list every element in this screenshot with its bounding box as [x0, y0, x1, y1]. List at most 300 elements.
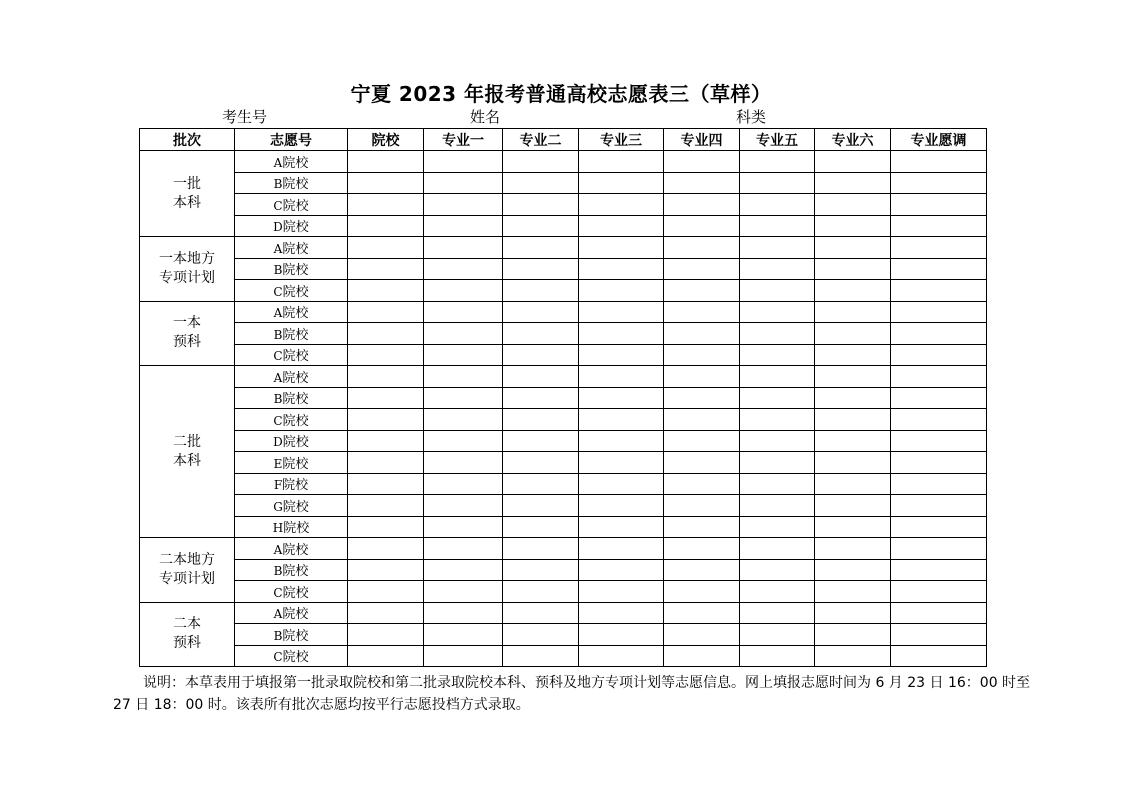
entry-cell[interactable]: [424, 215, 503, 237]
instructions-note: 说明：本草表用于填报第一批录取院校和第二批录取院校本科、预科及地方专项计划等志愿信息。网上填报志愿时间为 6 月 23 日 16：00 时至 27 日 18：00 时。该表所有批次志愿均按平行志愿投档方式录取。: [113, 675, 1031, 713]
entry-cell[interactable]: [579, 602, 664, 624]
choice-suffix: 院校: [282, 370, 309, 386]
choice-letter: H: [272, 521, 284, 536]
column-header: 专业二: [503, 129, 579, 151]
choice-letter: A: [273, 607, 283, 622]
entry-cell[interactable]: [503, 452, 579, 474]
entry-cell[interactable]: [891, 280, 987, 302]
entry-cell[interactable]: [424, 366, 503, 388]
batch-label: 二本: [173, 616, 201, 633]
entry-cell[interactable]: [664, 473, 740, 495]
choice-suffix: 院校: [283, 521, 310, 537]
entry-cell[interactable]: [891, 409, 987, 431]
entry-cell[interactable]: [503, 387, 579, 409]
choice-label: [235, 409, 348, 431]
entry-cell[interactable]: [348, 538, 424, 560]
choice-suffix: 院校: [282, 306, 309, 322]
entry-cell[interactable]: [664, 258, 740, 280]
choice-letter: D: [273, 220, 283, 235]
choice-letter: C: [273, 284, 283, 299]
entry-cell[interactable]: [891, 366, 987, 388]
entry-cell[interactable]: [815, 538, 891, 560]
choice-suffix: 院校: [282, 155, 309, 171]
batch-label: 预科: [173, 334, 201, 351]
choice-suffix: 院校: [282, 413, 309, 429]
entry-cell[interactable]: [424, 430, 503, 452]
entry-cell[interactable]: [891, 301, 987, 323]
entry-cell[interactable]: [891, 452, 987, 474]
entry-cell[interactable]: [424, 581, 503, 603]
choice-label: [235, 516, 348, 538]
choice-suffix: 院校: [282, 499, 309, 515]
choice-letter: A: [273, 370, 283, 385]
table-row: [140, 409, 987, 431]
entry-cell[interactable]: [348, 602, 424, 624]
entry-cell[interactable]: [348, 387, 424, 409]
choice-label: [235, 280, 348, 302]
entry-cell[interactable]: [503, 172, 579, 194]
choice-suffix: 院校: [282, 542, 309, 558]
entry-cell[interactable]: [348, 452, 424, 474]
entry-cell[interactable]: [348, 430, 424, 452]
entry-cell[interactable]: [740, 473, 815, 495]
entry-cell[interactable]: [579, 559, 664, 581]
entry-cell[interactable]: [579, 366, 664, 388]
name-label: 姓名: [470, 108, 501, 126]
entry-cell[interactable]: [740, 258, 815, 280]
choice-letter: B: [273, 628, 283, 643]
choice-letter: B: [273, 263, 283, 278]
table-row: [140, 473, 987, 495]
entry-cell[interactable]: [664, 194, 740, 216]
entry-cell[interactable]: [815, 301, 891, 323]
choice-label: [235, 538, 348, 560]
table-row: [140, 645, 987, 667]
entry-cell[interactable]: [740, 323, 815, 345]
entry-cell[interactable]: [664, 409, 740, 431]
entry-cell[interactable]: [664, 624, 740, 646]
choice-suffix: 院校: [282, 349, 309, 365]
choice-letter: C: [273, 349, 283, 364]
choice-label: [235, 602, 348, 624]
choice-label: [235, 624, 348, 646]
entry-cell[interactable]: [348, 280, 424, 302]
entry-cell[interactable]: [579, 516, 664, 538]
entry-cell[interactable]: [503, 516, 579, 538]
choice-suffix: 院校: [282, 435, 309, 451]
entry-cell[interactable]: [740, 387, 815, 409]
entry-cell[interactable]: [740, 559, 815, 581]
entry-cell[interactable]: [891, 387, 987, 409]
choice-suffix: 院校: [282, 241, 309, 257]
entry-cell[interactable]: [503, 366, 579, 388]
entry-cell[interactable]: [815, 495, 891, 517]
entry-cell[interactable]: [503, 473, 579, 495]
entry-cell[interactable]: [740, 516, 815, 538]
choice-suffix: 院校: [282, 284, 309, 300]
entry-cell[interactable]: [424, 344, 503, 366]
entry-cell[interactable]: [348, 624, 424, 646]
choice-letter: A: [273, 155, 283, 170]
entry-cell[interactable]: [664, 538, 740, 560]
entry-cell[interactable]: [664, 516, 740, 538]
entry-cell[interactable]: [424, 452, 503, 474]
batch-cell: [140, 151, 235, 237]
entry-cell[interactable]: [815, 151, 891, 173]
entry-cell[interactable]: [815, 258, 891, 280]
entry-cell[interactable]: [348, 473, 424, 495]
entry-cell[interactable]: [891, 151, 987, 173]
entry-cell[interactable]: [579, 258, 664, 280]
choice-label: [235, 559, 348, 581]
entry-cell[interactable]: [424, 409, 503, 431]
table-row: [140, 323, 987, 345]
entry-cell[interactable]: [664, 172, 740, 194]
entry-cell[interactable]: [424, 473, 503, 495]
entry-cell[interactable]: [815, 516, 891, 538]
entry-cell[interactable]: [348, 581, 424, 603]
choice-suffix: 院校: [282, 650, 309, 666]
entry-cell[interactable]: [579, 237, 664, 259]
table-row: [140, 172, 987, 194]
entry-cell[interactable]: [503, 581, 579, 603]
entry-cell[interactable]: [740, 237, 815, 259]
choice-letter: G: [273, 499, 283, 514]
entry-cell[interactable]: [348, 301, 424, 323]
entry-cell[interactable]: [664, 237, 740, 259]
entry-cell[interactable]: [815, 452, 891, 474]
choice-suffix: 院校: [282, 198, 309, 214]
entry-cell[interactable]: [424, 516, 503, 538]
batch-label: 一批: [173, 175, 201, 192]
entry-cell[interactable]: [579, 430, 664, 452]
choice-label: [235, 581, 348, 603]
choice-letter: A: [273, 306, 283, 321]
entry-cell[interactable]: [503, 645, 579, 667]
batch-cell: [140, 538, 235, 603]
table-row: [140, 215, 987, 237]
entry-cell[interactable]: [348, 237, 424, 259]
entry-cell[interactable]: [424, 151, 503, 173]
batch-label: 专项计划: [159, 570, 215, 587]
entry-cell[interactable]: [891, 645, 987, 667]
entry-cell[interactable]: [740, 409, 815, 431]
batch-cell: [140, 301, 235, 366]
entry-cell[interactable]: [891, 473, 987, 495]
table-row: [140, 516, 987, 538]
batch-label: 本科: [173, 194, 201, 211]
entry-cell[interactable]: [664, 215, 740, 237]
entry-cell[interactable]: [891, 559, 987, 581]
entry-cell[interactable]: [815, 624, 891, 646]
batch-cell: [140, 366, 235, 538]
choice-letter: B: [273, 392, 283, 407]
entry-cell[interactable]: [348, 409, 424, 431]
entry-cell[interactable]: [503, 624, 579, 646]
entry-cell[interactable]: [891, 323, 987, 345]
entry-cell[interactable]: [579, 581, 664, 603]
column-header: 志愿号: [235, 129, 348, 151]
entry-cell[interactable]: [740, 645, 815, 667]
table-row: [140, 344, 987, 366]
entry-cell[interactable]: [891, 215, 987, 237]
entry-cell[interactable]: [664, 430, 740, 452]
entry-cell[interactable]: [579, 409, 664, 431]
entry-cell[interactable]: [424, 387, 503, 409]
entry-cell[interactable]: [348, 559, 424, 581]
entry-cell[interactable]: [503, 215, 579, 237]
entry-cell[interactable]: [503, 323, 579, 345]
choice-letter: A: [273, 241, 283, 256]
entry-cell[interactable]: [740, 602, 815, 624]
entry-cell[interactable]: [579, 495, 664, 517]
entry-cell[interactable]: [348, 645, 424, 667]
choice-suffix: 院校: [282, 327, 309, 343]
entry-cell[interactable]: [503, 151, 579, 173]
entry-cell[interactable]: [815, 323, 891, 345]
choice-letter: E: [273, 456, 283, 471]
entry-cell[interactable]: [424, 237, 503, 259]
entry-cell[interactable]: [348, 215, 424, 237]
entry-cell[interactable]: [348, 495, 424, 517]
entry-cell[interactable]: [424, 258, 503, 280]
entry-cell[interactable]: [891, 581, 987, 603]
entry-cell[interactable]: [348, 366, 424, 388]
choice-label: [235, 194, 348, 216]
entry-cell[interactable]: [664, 151, 740, 173]
table-row: [140, 495, 987, 517]
entry-cell[interactable]: [503, 258, 579, 280]
entry-cell[interactable]: [579, 172, 664, 194]
entry-cell[interactable]: [891, 516, 987, 538]
table-row: [140, 194, 987, 216]
choice-letter: C: [273, 585, 283, 600]
entry-cell[interactable]: [579, 151, 664, 173]
entry-cell[interactable]: [815, 366, 891, 388]
entry-cell[interactable]: [664, 366, 740, 388]
entry-cell[interactable]: [664, 581, 740, 603]
entry-cell[interactable]: [348, 258, 424, 280]
entry-cell[interactable]: [664, 645, 740, 667]
column-header: 院校: [348, 129, 424, 151]
choice-label: [235, 215, 348, 237]
choice-letter: B: [273, 177, 283, 192]
entry-cell[interactable]: [815, 559, 891, 581]
entry-cell[interactable]: [740, 194, 815, 216]
column-header: 专业六: [815, 129, 891, 151]
entry-cell[interactable]: [664, 602, 740, 624]
choice-label: [235, 323, 348, 345]
entry-cell[interactable]: [891, 624, 987, 646]
entry-cell[interactable]: [664, 495, 740, 517]
entry-cell[interactable]: [664, 344, 740, 366]
entry-cell[interactable]: [664, 280, 740, 302]
choice-suffix: 院校: [282, 478, 309, 494]
entry-cell[interactable]: [891, 430, 987, 452]
choice-suffix: 院校: [282, 585, 309, 601]
entry-cell[interactable]: [579, 645, 664, 667]
column-header: 专业五: [740, 129, 815, 151]
entry-cell[interactable]: [740, 151, 815, 173]
table-row: [140, 538, 987, 560]
entry-cell[interactable]: [664, 452, 740, 474]
entry-cell[interactable]: [740, 301, 815, 323]
entry-cell[interactable]: [891, 237, 987, 259]
entry-cell[interactable]: [348, 516, 424, 538]
entry-cell[interactable]: [815, 473, 891, 495]
entry-cell[interactable]: [664, 323, 740, 345]
choice-label: [235, 495, 348, 517]
batch-cell: [140, 237, 235, 302]
entry-cell[interactable]: [424, 602, 503, 624]
entry-cell[interactable]: [815, 645, 891, 667]
column-header: 批次: [140, 129, 235, 151]
subject-category-label: 科类: [736, 108, 767, 126]
entry-cell[interactable]: [348, 194, 424, 216]
entry-cell[interactable]: [503, 602, 579, 624]
entry-cell[interactable]: [579, 538, 664, 560]
choice-label: [235, 452, 348, 474]
entry-cell[interactable]: [503, 194, 579, 216]
entry-cell[interactable]: [424, 538, 503, 560]
table-row: [140, 258, 987, 280]
choice-suffix: 院校: [282, 220, 309, 236]
choice-label: [235, 301, 348, 323]
entry-cell[interactable]: [891, 258, 987, 280]
entry-cell[interactable]: [579, 473, 664, 495]
entry-cell[interactable]: [503, 538, 579, 560]
form-title: 宁夏 2023 年报考普通高校志愿表三（草样）: [350, 82, 772, 106]
entry-cell[interactable]: [348, 151, 424, 173]
choice-letter: C: [273, 413, 283, 428]
choice-suffix: 院校: [282, 564, 309, 580]
batch-label: 专项计划: [159, 269, 215, 286]
entry-cell[interactable]: [891, 172, 987, 194]
entry-cell[interactable]: [891, 538, 987, 560]
choice-letter: D: [273, 435, 283, 450]
choice-label: [235, 430, 348, 452]
entry-cell[interactable]: [740, 280, 815, 302]
entry-cell[interactable]: [503, 301, 579, 323]
entry-cell[interactable]: [424, 280, 503, 302]
entry-cell[interactable]: [740, 215, 815, 237]
entry-cell[interactable]: [891, 602, 987, 624]
entry-cell[interactable]: [740, 581, 815, 603]
entry-cell[interactable]: [424, 559, 503, 581]
table-row: [140, 151, 987, 173]
entry-cell[interactable]: [503, 409, 579, 431]
choice-label: [235, 473, 348, 495]
entry-cell[interactable]: [424, 301, 503, 323]
entry-cell[interactable]: [815, 344, 891, 366]
entry-cell[interactable]: [815, 430, 891, 452]
choice-letter: F: [273, 478, 283, 493]
entry-cell[interactable]: [891, 495, 987, 517]
entry-cell[interactable]: [815, 581, 891, 603]
entry-cell[interactable]: [579, 344, 664, 366]
entry-cell[interactable]: [348, 344, 424, 366]
batch-label: 二批: [173, 433, 201, 450]
entry-cell[interactable]: [815, 409, 891, 431]
entry-cell[interactable]: [503, 495, 579, 517]
entry-cell[interactable]: [740, 366, 815, 388]
entry-cell[interactable]: [815, 387, 891, 409]
entry-cell[interactable]: [740, 495, 815, 517]
table-row: [140, 280, 987, 302]
entry-cell[interactable]: [579, 194, 664, 216]
entry-cell[interactable]: [815, 602, 891, 624]
entry-cell[interactable]: [503, 430, 579, 452]
entry-cell[interactable]: [891, 344, 987, 366]
entry-cell[interactable]: [740, 172, 815, 194]
entry-cell[interactable]: [740, 452, 815, 474]
entry-cell[interactable]: [503, 237, 579, 259]
entry-cell[interactable]: [740, 430, 815, 452]
entry-cell[interactable]: [424, 624, 503, 646]
entry-cell[interactable]: [664, 301, 740, 323]
entry-cell[interactable]: [815, 172, 891, 194]
entry-cell[interactable]: [815, 237, 891, 259]
entry-cell[interactable]: [579, 215, 664, 237]
entry-cell[interactable]: [579, 323, 664, 345]
entry-cell[interactable]: [579, 280, 664, 302]
batch-label: 本科: [173, 452, 201, 469]
entry-cell[interactable]: [348, 172, 424, 194]
table-row: [140, 602, 987, 624]
table-row: [140, 581, 987, 603]
batch-label: 二本地方: [159, 551, 215, 568]
column-header: 专业三: [579, 129, 664, 151]
entry-cell[interactable]: [740, 624, 815, 646]
entry-cell[interactable]: [740, 538, 815, 560]
entry-cell[interactable]: [664, 387, 740, 409]
batch-cell: [140, 602, 235, 667]
entry-cell[interactable]: [579, 624, 664, 646]
choice-label: [235, 151, 348, 173]
choice-letter: B: [273, 564, 283, 579]
entry-cell[interactable]: [503, 559, 579, 581]
table-header-row: [140, 129, 987, 151]
entry-cell[interactable]: [424, 323, 503, 345]
entry-cell[interactable]: [503, 280, 579, 302]
table-row: [140, 430, 987, 452]
entry-cell[interactable]: [664, 559, 740, 581]
entry-cell[interactable]: [815, 280, 891, 302]
entry-cell[interactable]: [424, 194, 503, 216]
choice-label: [235, 387, 348, 409]
entry-cell[interactable]: [348, 323, 424, 345]
entry-cell[interactable]: [815, 194, 891, 216]
entry-cell[interactable]: [579, 387, 664, 409]
choice-label: [235, 237, 348, 259]
entry-cell[interactable]: [424, 645, 503, 667]
choice-letter: A: [273, 542, 283, 557]
entry-cell[interactable]: [503, 344, 579, 366]
entry-cell[interactable]: [424, 495, 503, 517]
entry-cell[interactable]: [740, 344, 815, 366]
entry-cell[interactable]: [815, 215, 891, 237]
entry-cell[interactable]: [891, 194, 987, 216]
choice-label: [235, 366, 348, 388]
entry-cell[interactable]: [579, 452, 664, 474]
table-row: [140, 559, 987, 581]
choice-letter: C: [273, 650, 283, 665]
batch-label: 预科: [173, 635, 201, 652]
entry-cell[interactable]: [424, 172, 503, 194]
entry-cell[interactable]: [579, 301, 664, 323]
column-header: 专业愿调: [891, 129, 987, 151]
table-row: [140, 387, 987, 409]
